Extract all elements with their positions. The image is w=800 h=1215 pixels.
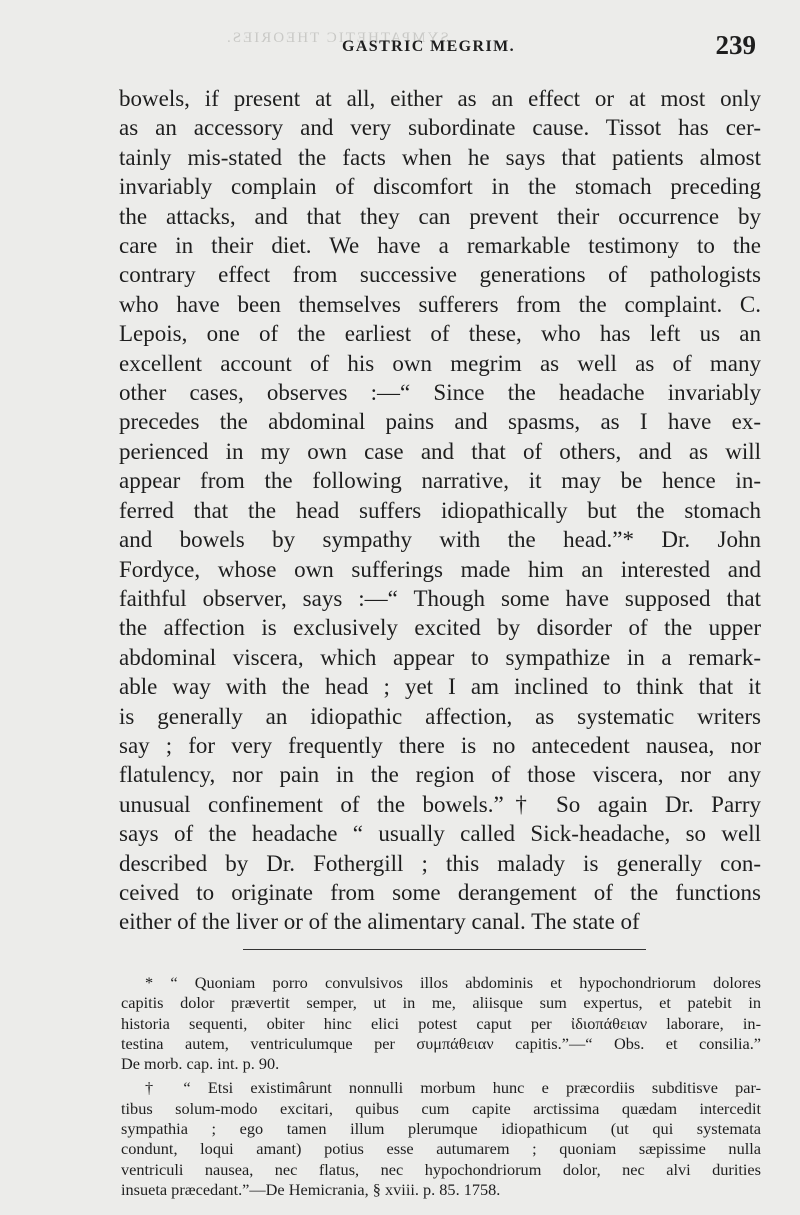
text-line: precedes the abdominal pains and spasms, as I have ex- <box>119 409 761 435</box>
text-line: flatulency, nor pain in the region of those viscera, nor any <box>119 762 761 788</box>
text-line: excellent account of his own megrim as well as of many <box>119 350 761 376</box>
footnote-dagger <box>121 1078 761 1200</box>
text-line: who have been themselves sufferers from the complaint. C. <box>119 291 761 317</box>
text-line: says of the headache “ usually called Sick-headache, so well <box>119 821 761 847</box>
text-line: bowels, if present at all, either as an effect or at most only <box>119 86 761 111</box>
text-line: contrary effect from successive generations of pathologists <box>119 262 761 288</box>
text-line: the attacks, and that they can prevent their occurrence by <box>119 203 761 229</box>
text-line: ceived to originate from some derangement of the functions <box>119 879 761 905</box>
show-through-text: SYMPATHETIC THEORIES. <box>225 30 449 46</box>
text-line: either of the liver or of the alimentary canal. The state of <box>119 909 640 935</box>
footnotes <box>121 973 761 1200</box>
text-line: the affection is exclusively excited by disorder of the upper <box>119 615 761 641</box>
text-line: Fordyce, whose own sufferings made him an interested and <box>119 556 761 582</box>
text-line: other cases, observes :—“ Since the headache invariably <box>119 380 761 406</box>
footnote-line: ventriculi nausea, nec flatus, nec hypochondriorum dolor, nec alvi durities <box>121 1159 761 1179</box>
text-line: abdominal viscera, which appear to sympathize in a remark- <box>119 644 761 670</box>
text-line: able way with the head ; yet I am inclined to think that it <box>119 674 761 700</box>
footnote-line: De morb. cap. int. p. 90. <box>121 1054 280 1074</box>
text-line: care in their diet. We have a remarkable testimony to the <box>119 233 761 259</box>
footnote-line: capitis dolor prævertit semper, ut in me, aliisque sum expertus, et patebit in <box>121 993 761 1013</box>
running-title: GASTRIC MEGRIM. <box>342 38 516 55</box>
text-line: is generally an idiopathic affection, as systematic writers <box>119 703 761 729</box>
text-line: ferred that the head suffers idiopathically but the stomach <box>119 497 761 523</box>
text-line: as an accessory and very subordinate cause. Tissot has cer- <box>119 115 761 141</box>
text-line: described by Dr. Fothergill ; this malady is generally con- <box>119 850 761 876</box>
footnote-line: testina autem, ventriculumque per συμπάθειαν capitis.”—“ Obs. et consilia.” <box>121 1033 761 1053</box>
page-number: 239 <box>715 30 756 60</box>
footnote-asterisk <box>121 973 761 1074</box>
footnote-line: * “ Quoniam porro convulsivos illos abdominis et hypochondriorum dolores <box>145 973 761 992</box>
footnote-divider <box>243 949 646 950</box>
footnote-line: sympathia ; ego tamen illum plerumque idiopathicum (ut qui systemata <box>121 1119 761 1139</box>
text-line: Lepois, one of the earliest of these, who has left us an <box>119 321 761 347</box>
text-line: tainly mis-stated the facts when he says that patients almost <box>119 144 761 170</box>
text-line: say ; for very frequently there is no antecedent nausea, nor <box>119 732 761 758</box>
text-line: faithful observer, says :—“ Though some have supposed that <box>119 585 761 611</box>
footnote-line: insueta præcedant.”—De Hemicrania, § xviii. p. 85. 1758. <box>121 1179 501 1199</box>
text-line: perienced in my own case and that of others, and as will <box>119 438 761 464</box>
text-line: invariably complain of discomfort in the stomach preceding <box>119 174 761 200</box>
text-line: and bowels by sympathy with the head.”* Dr. John <box>119 527 761 553</box>
footnote-line: tibus solum-modo excitari, quibus cum capite arctissima quædam intercedit <box>121 1098 761 1118</box>
body-text <box>119 84 761 937</box>
footnote-line: historia sequenti, obiter hinc elici potest caput per ἰδιοπάθειαν laborare, in- <box>121 1013 761 1033</box>
text-line: unusual confinement of the bowels.”† So again Dr. Parry <box>119 791 761 817</box>
footnote-line: condunt, loqui amant) potius esse autumarem ; quoniam sæpissime nulla <box>121 1139 761 1159</box>
page-header <box>0 30 800 64</box>
text-line: appear from the following narrative, it may be hence in- <box>119 468 761 494</box>
footnote-line: † “ Etsi existimârunt nonnulli morbum hunc e præcordiis subditisve par- <box>145 1078 761 1098</box>
